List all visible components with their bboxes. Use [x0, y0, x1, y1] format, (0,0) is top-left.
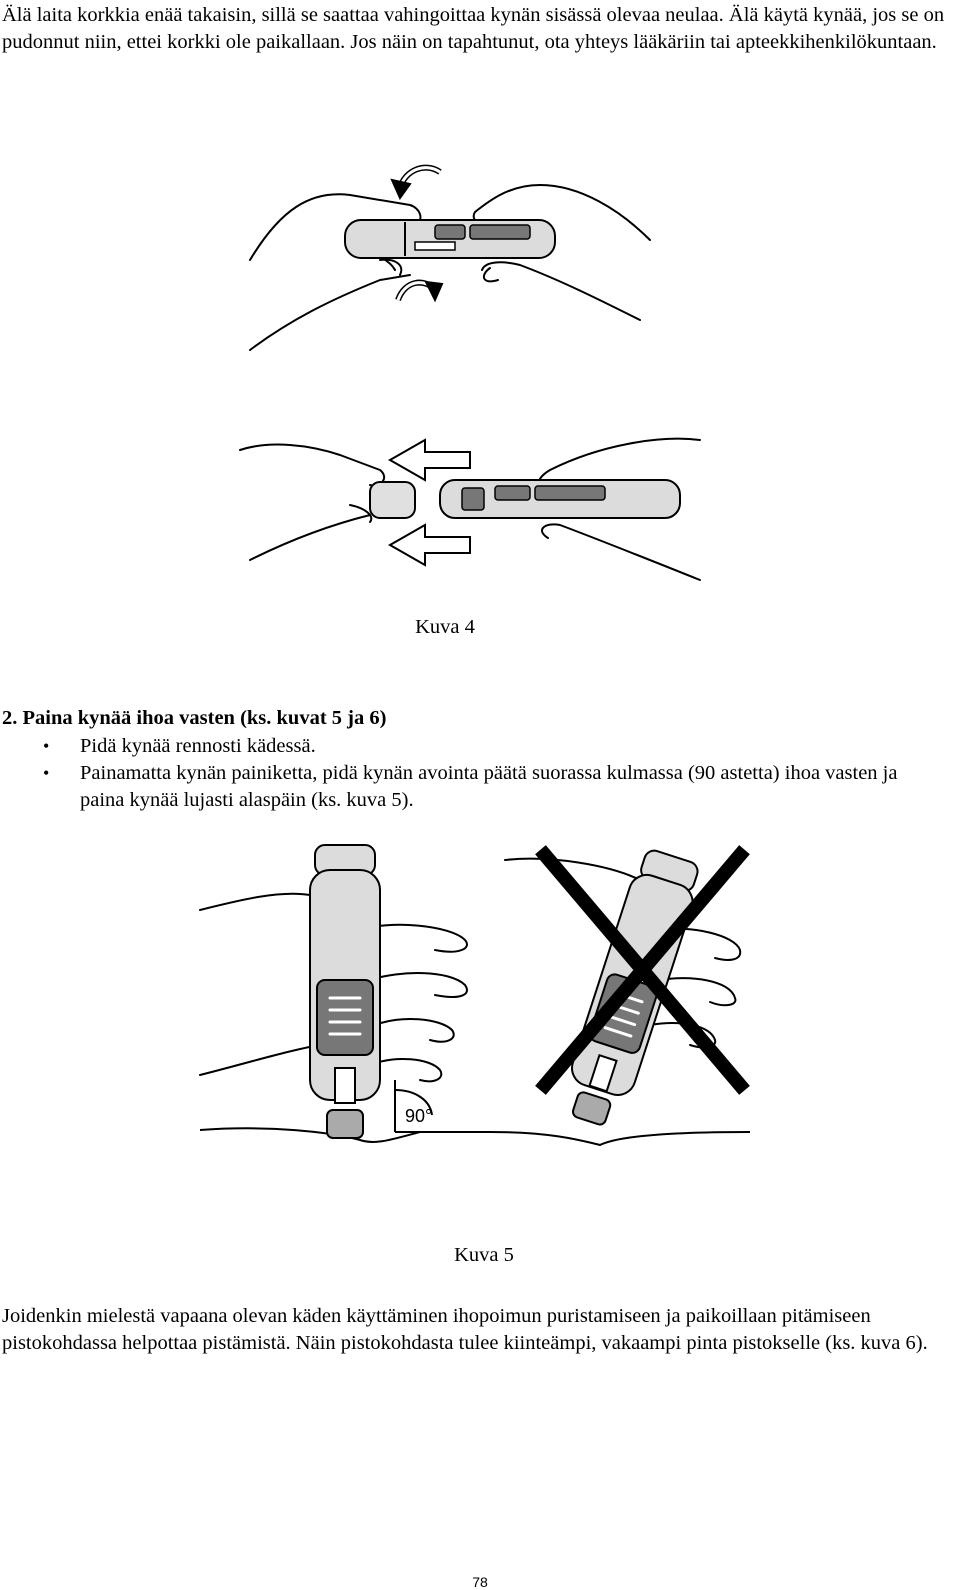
- list-item-text: Painamatta kynän painiketta, pidä kynän avointa päätä suorassa kulmassa (90 astetta) ihoa vasten ja paina kynää lujasti alaspäin (ks. kuva 5).: [80, 762, 898, 811]
- figure-5-caption: Kuva 5: [454, 1244, 514, 1266]
- pen-icon: [310, 845, 380, 1138]
- intro-paragraph: Älä laita korkkia enää takaisin, sillä se saattaa vahingoittaa kynän sisässä olevaa neulaa. Älä käytä kynää, jos se on pudonnut niin, ettei korkki ole paikallaan. Jos näin on tapahtunut, ota yhteys lääkäriin tai apteekkihenkilökuntaan.: [2, 4, 945, 53]
- step-2-heading: 2. Paina kynää ihoa vasten (ks. kuvat 5 ja 6): [2, 707, 387, 729]
- angle-label: 90°: [405, 1106, 433, 1126]
- step-2-bullet-list: [0, 733, 940, 814]
- rotate-arrow-icon: [392, 168, 440, 198]
- list-item: [0, 760, 940, 814]
- pen-icon: [345, 220, 555, 258]
- bullet-icon: •: [43, 736, 50, 756]
- outro-paragraph: Joidenkin mielestä vapaana olevan käden käyttäminen ihopoimun puristamiseen ja paikoillaan pitämiseen pistokohdassa helpottaa pistämistä. Näin pistokohdasta tulee kiinteämpi, vakaampi pinta pistokselle (ks. kuva 6).: [2, 1305, 928, 1354]
- bullet-icon: •: [43, 763, 50, 783]
- list-item: [0, 733, 940, 760]
- figure-4-caption: Kuva 4: [415, 616, 475, 638]
- figure-5-injection-angle-illustration: [190, 840, 770, 1170]
- figure-4-pull-cap-illustration: [230, 430, 710, 600]
- rotate-arrow-icon: [398, 282, 442, 300]
- list-item-text: Pidä kynää rennosti kädessä.: [80, 735, 316, 757]
- pen-icon: [440, 480, 680, 518]
- page-number: 78: [472, 1574, 488, 1590]
- figure-4-twist-cap-illustration: [220, 150, 660, 360]
